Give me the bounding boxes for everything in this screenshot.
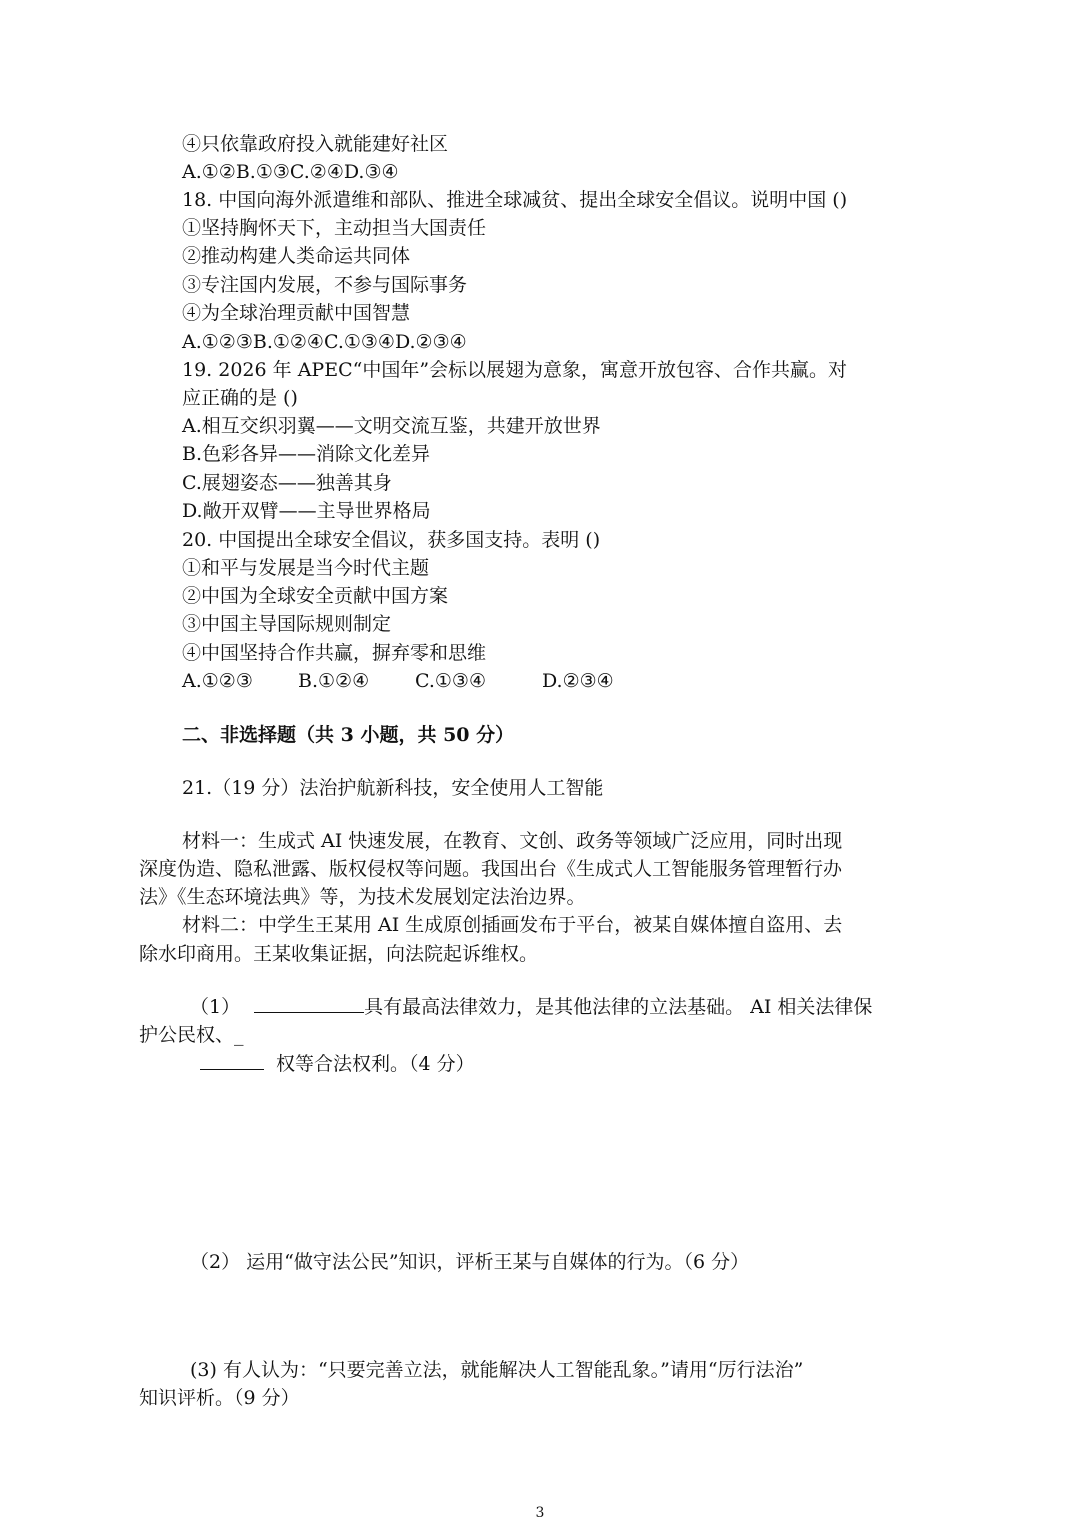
question-21-title: 21.（19 分）法治护航新科技，安全使用人工智能 bbox=[182, 777, 604, 799]
question-17-option-4: ④只依靠政府投入就能建好社区 bbox=[182, 133, 449, 155]
material-2-line-2: 除水印商用。王某收集证据，向法院起诉维权。 bbox=[139, 943, 539, 965]
answer-blank-1[interactable] bbox=[254, 994, 364, 1013]
question-20-option-4: ④中国坚持合作共赢，摒弃零和思维 bbox=[182, 642, 487, 664]
question-20-stem: 20. 中国提出全球安全倡议，获多国支持。表明 () bbox=[182, 529, 601, 551]
question-18-option-4: ④为全球治理贡献中国智慧 bbox=[182, 302, 411, 324]
page-number: 3 bbox=[535, 1505, 545, 1521]
question-21-part-1-line-1 bbox=[190, 994, 872, 1020]
material-1-line-2: 深度伪造、隐私泄露、版权侵权等问题。我国出台《生成式人工智能服务管理暂行办 bbox=[139, 858, 843, 880]
question-20-option-2: ②中国为全球安全贡献中国方案 bbox=[182, 585, 449, 607]
question-18-option-1: ①坚持胸怀天下，主动担当大国责任 bbox=[182, 217, 487, 239]
question-21-part-2: （2） 运用“做守法公民”知识，评析王某与自媒体的行为。（6 分） bbox=[190, 1251, 750, 1273]
material-1-line-3: 法》《生态环境法典》等，为技术发展划定法治边界。 bbox=[139, 886, 586, 908]
question-18-stem: 18. 中国向海外派遣维和部队、推进全球减贫、提出全球安全倡议。说明中国 () bbox=[182, 189, 848, 211]
material-1-line-1: 材料一：生成式 AI 快速发展，在教育、文创、政务等领域广泛应用，同时出现 bbox=[182, 830, 843, 852]
question-19-option-b: B.色彩各异——消除文化差异 bbox=[182, 443, 431, 465]
question-18-option-2: ②推动构建人类命运共同体 bbox=[182, 245, 411, 267]
question-21-part-3-line-2: 知识评析。（9 分） bbox=[139, 1387, 300, 1409]
part-1-label: （1） bbox=[190, 996, 241, 1018]
part-1-line-3-text: 权等合法权利。（4 分） bbox=[276, 1053, 475, 1075]
question-20-answer-a: A.①②③ bbox=[182, 670, 253, 692]
question-20-option-3: ③中国主导国际规则制定 bbox=[182, 613, 392, 635]
question-20-answer-b: B.①②④ bbox=[298, 670, 370, 692]
question-21-part-3-line-1: (3) 有人认为：“只要完善立法，就能解决人工智能乱象。”请用“厉行法治” bbox=[190, 1359, 804, 1381]
question-19-option-a: A.相互交织羽翼——文明交流互鉴，共建开放世界 bbox=[182, 415, 601, 437]
question-19-option-c: C.展翅姿态——独善其身 bbox=[182, 472, 392, 494]
question-20-answer-c: C.①③④ bbox=[415, 670, 486, 692]
question-18-answers: A.①②③B.①②④C.①③④D.②③④ bbox=[182, 331, 467, 353]
question-21-part-1-line-3 bbox=[200, 1051, 475, 1077]
question-21-part-1-line-2: 护公民权、_ bbox=[139, 1024, 244, 1046]
material-2-line-1: 材料二：中学生王某用 AI 生成原创插画发布于平台，被某自媒体擅自盗用、去 bbox=[182, 914, 843, 936]
question-18-option-3: ③专注国内发展，不参与国际事务 bbox=[182, 274, 468, 296]
section-2-heading: 二、非选择题（共 3 小题，共 50 分） bbox=[182, 724, 515, 746]
question-20-option-1: ①和平与发展是当今时代主题 bbox=[182, 557, 430, 579]
question-19-stem-line-2: 应正确的是 () bbox=[182, 387, 298, 409]
question-20-answer-d: D.②③④ bbox=[542, 670, 614, 692]
question-17-answers: A.①②B.①③C.②④D.③④ bbox=[182, 161, 399, 183]
answer-blank-2[interactable] bbox=[200, 1051, 264, 1070]
part-1-text: 具有最高法律效力，是其他法律的立法基础。 AI 相关法律保 bbox=[364, 996, 873, 1018]
question-19-option-d: D.敞开双臂——主导世界格局 bbox=[182, 500, 431, 522]
question-19-stem-line-1: 19. 2026 年 APEC“中国年”会标以展翅为意象，寓意开放包容、合作共赢。对 bbox=[182, 359, 848, 381]
